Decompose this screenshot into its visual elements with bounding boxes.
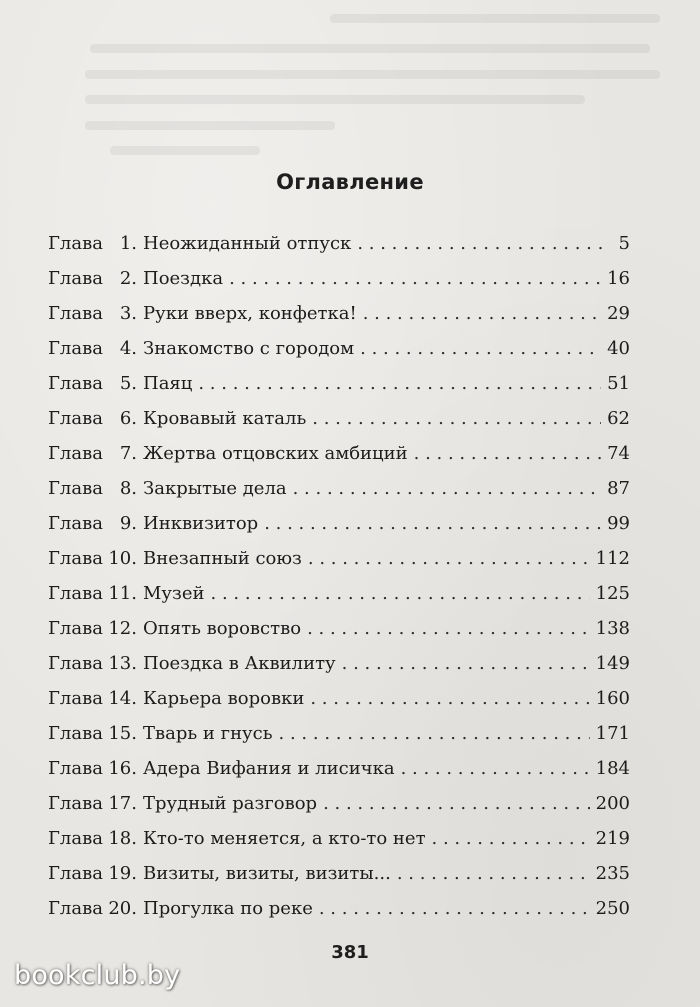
chapter-title: Внезапный союз <box>143 548 302 569</box>
chapter-title: Музей <box>143 583 205 604</box>
toc-entry <box>48 891 630 926</box>
table-of-contents <box>48 226 630 926</box>
chapter-page-number: 138 <box>595 618 630 639</box>
dot-leader <box>310 681 589 716</box>
chapter-word: Глава <box>48 548 103 569</box>
chapter-page-number: 87 <box>607 478 630 499</box>
dot-leader <box>363 296 601 331</box>
chapter-page-number: 235 <box>595 863 630 884</box>
toc-entry <box>48 366 630 401</box>
toc-entry <box>48 296 630 331</box>
chapter-word: Глава <box>48 303 103 324</box>
chapter-number: 20. <box>108 898 137 919</box>
toc-entry <box>48 506 630 541</box>
toc-entry <box>48 331 630 366</box>
chapter-number: 18. <box>108 828 137 849</box>
chapter-word: Глава <box>48 863 103 884</box>
chapter-word: Глава <box>48 233 103 254</box>
chapter-word: Глава <box>48 758 103 779</box>
chapter-word: Глава <box>48 373 103 394</box>
dot-leader <box>432 821 590 856</box>
chapter-page-number: 171 <box>595 723 630 744</box>
toc-entry <box>48 401 630 436</box>
chapter-word: Глава <box>48 618 103 639</box>
chapter-page-number: 5 <box>618 233 630 254</box>
chapter-word: Глава <box>48 513 103 534</box>
toc-entry <box>48 646 630 681</box>
chapter-title: Адера Вифания и лисичка <box>143 758 395 779</box>
dot-leader <box>279 716 590 751</box>
dot-leader <box>198 366 601 401</box>
chapter-title: Паяц <box>143 373 193 394</box>
chapter-title: Карьера воровки <box>143 688 305 709</box>
dot-leader <box>312 401 601 436</box>
chapter-number: 16. <box>108 758 137 779</box>
chapter-page-number: 250 <box>595 898 630 919</box>
dot-leader <box>401 751 590 786</box>
chapter-number: 14. <box>108 688 137 709</box>
toc-entry <box>48 611 630 646</box>
toc-entry <box>48 576 630 611</box>
chapter-page-number: 40 <box>607 338 630 359</box>
chapter-word: Глава <box>48 793 103 814</box>
chapter-title: Жертва отцовских амбиций <box>143 443 408 464</box>
dot-leader <box>342 646 590 681</box>
chapter-page-number: 219 <box>595 828 630 849</box>
dot-leader <box>229 261 601 296</box>
chapter-page-number: 29 <box>607 303 630 324</box>
chapter-word: Глава <box>48 478 103 499</box>
dot-leader <box>264 506 601 541</box>
toc-entry <box>48 541 630 576</box>
chapter-title: Визиты, визиты, визиты... <box>143 863 391 884</box>
toc-entry <box>48 471 630 506</box>
bleed-through-line <box>85 70 660 79</box>
chapter-title: Поездка <box>143 268 224 289</box>
chapter-title: Инквизитор <box>143 513 259 534</box>
bleed-through-line <box>90 44 650 53</box>
chapter-number: 3. <box>119 303 137 324</box>
chapter-title: Кто-то меняется, а кто-то нет <box>143 828 426 849</box>
chapter-page-number: 51 <box>607 373 630 394</box>
chapter-word: Глава <box>48 828 103 849</box>
chapter-page-number: 62 <box>607 408 630 429</box>
chapter-number: 5. <box>119 373 137 394</box>
chapter-number: 4. <box>119 338 137 359</box>
chapter-number: 10. <box>108 548 137 569</box>
chapter-page-number: 16 <box>607 268 630 289</box>
chapter-word: Глава <box>48 338 103 359</box>
page-number: 381 <box>331 942 369 963</box>
chapter-title: Кровавый каталь <box>143 408 307 429</box>
chapter-number: 12. <box>108 618 137 639</box>
chapter-title: Тварь и гнусь <box>143 723 273 744</box>
chapter-word: Глава <box>48 653 103 674</box>
dot-leader <box>414 436 601 471</box>
toc-entry <box>48 856 630 891</box>
toc-entry <box>48 821 630 856</box>
toc-entry <box>48 681 630 716</box>
chapter-title: Знакомство с городом <box>143 338 355 359</box>
chapter-word: Глава <box>48 268 103 289</box>
toc-entry <box>48 716 630 751</box>
toc-title: Оглавление <box>276 170 424 194</box>
dot-leader <box>397 856 590 891</box>
chapter-page-number: 112 <box>595 548 630 569</box>
chapter-page-number: 200 <box>595 793 630 814</box>
chapter-title: Закрытые дела <box>143 478 287 499</box>
bleed-through-line <box>110 146 260 155</box>
chapter-title: Трудный разговор <box>143 793 318 814</box>
chapter-number: 13. <box>108 653 137 674</box>
chapter-word: Глава <box>48 898 103 919</box>
chapter-page-number: 74 <box>607 443 630 464</box>
chapter-title: Опять воровство <box>143 618 302 639</box>
chapter-page-number: 184 <box>595 758 630 779</box>
chapter-word: Глава <box>48 583 103 604</box>
chapter-page-number: 99 <box>607 513 630 534</box>
chapter-word: Глава <box>48 723 103 744</box>
chapter-page-number: 125 <box>595 583 630 604</box>
chapter-number: 19. <box>108 863 137 884</box>
chapter-page-number: 149 <box>595 653 630 674</box>
chapter-number: 2. <box>119 268 137 289</box>
chapter-page-number: 160 <box>595 688 630 709</box>
dot-leader <box>211 576 590 611</box>
chapter-title: Поездка в Аквилиту <box>143 653 336 674</box>
dot-leader <box>319 891 590 926</box>
dot-leader <box>307 611 590 646</box>
dot-leader <box>357 226 604 261</box>
chapter-number: 8. <box>119 478 137 499</box>
chapter-number: 7. <box>119 443 137 464</box>
bleed-through-line <box>85 95 585 104</box>
toc-entry <box>48 786 630 821</box>
chapter-number: 6. <box>119 408 137 429</box>
bleed-through-line <box>330 14 660 23</box>
dot-leader <box>360 331 601 366</box>
chapter-word: Глава <box>48 688 103 709</box>
chapter-title: Неожиданный отпуск <box>143 233 352 254</box>
toc-entry <box>48 226 630 261</box>
chapter-word: Глава <box>48 443 103 464</box>
toc-entry <box>48 261 630 296</box>
chapter-title: Руки вверх, конфетка! <box>143 303 357 324</box>
chapter-number: 9. <box>119 513 137 534</box>
watermark-logo: bookclub.by <box>14 960 181 991</box>
chapter-number: 1. <box>119 233 137 254</box>
dot-leader <box>323 786 590 821</box>
dot-leader <box>293 471 601 506</box>
toc-entry <box>48 751 630 786</box>
bleed-through-line <box>85 121 335 130</box>
toc-entry <box>48 436 630 471</box>
chapter-number: 15. <box>108 723 137 744</box>
chapter-number: 11. <box>108 583 137 604</box>
chapter-title: Прогулка по реке <box>143 898 313 919</box>
chapter-number: 17. <box>108 793 137 814</box>
dot-leader <box>308 541 590 576</box>
chapter-word: Глава <box>48 408 103 429</box>
